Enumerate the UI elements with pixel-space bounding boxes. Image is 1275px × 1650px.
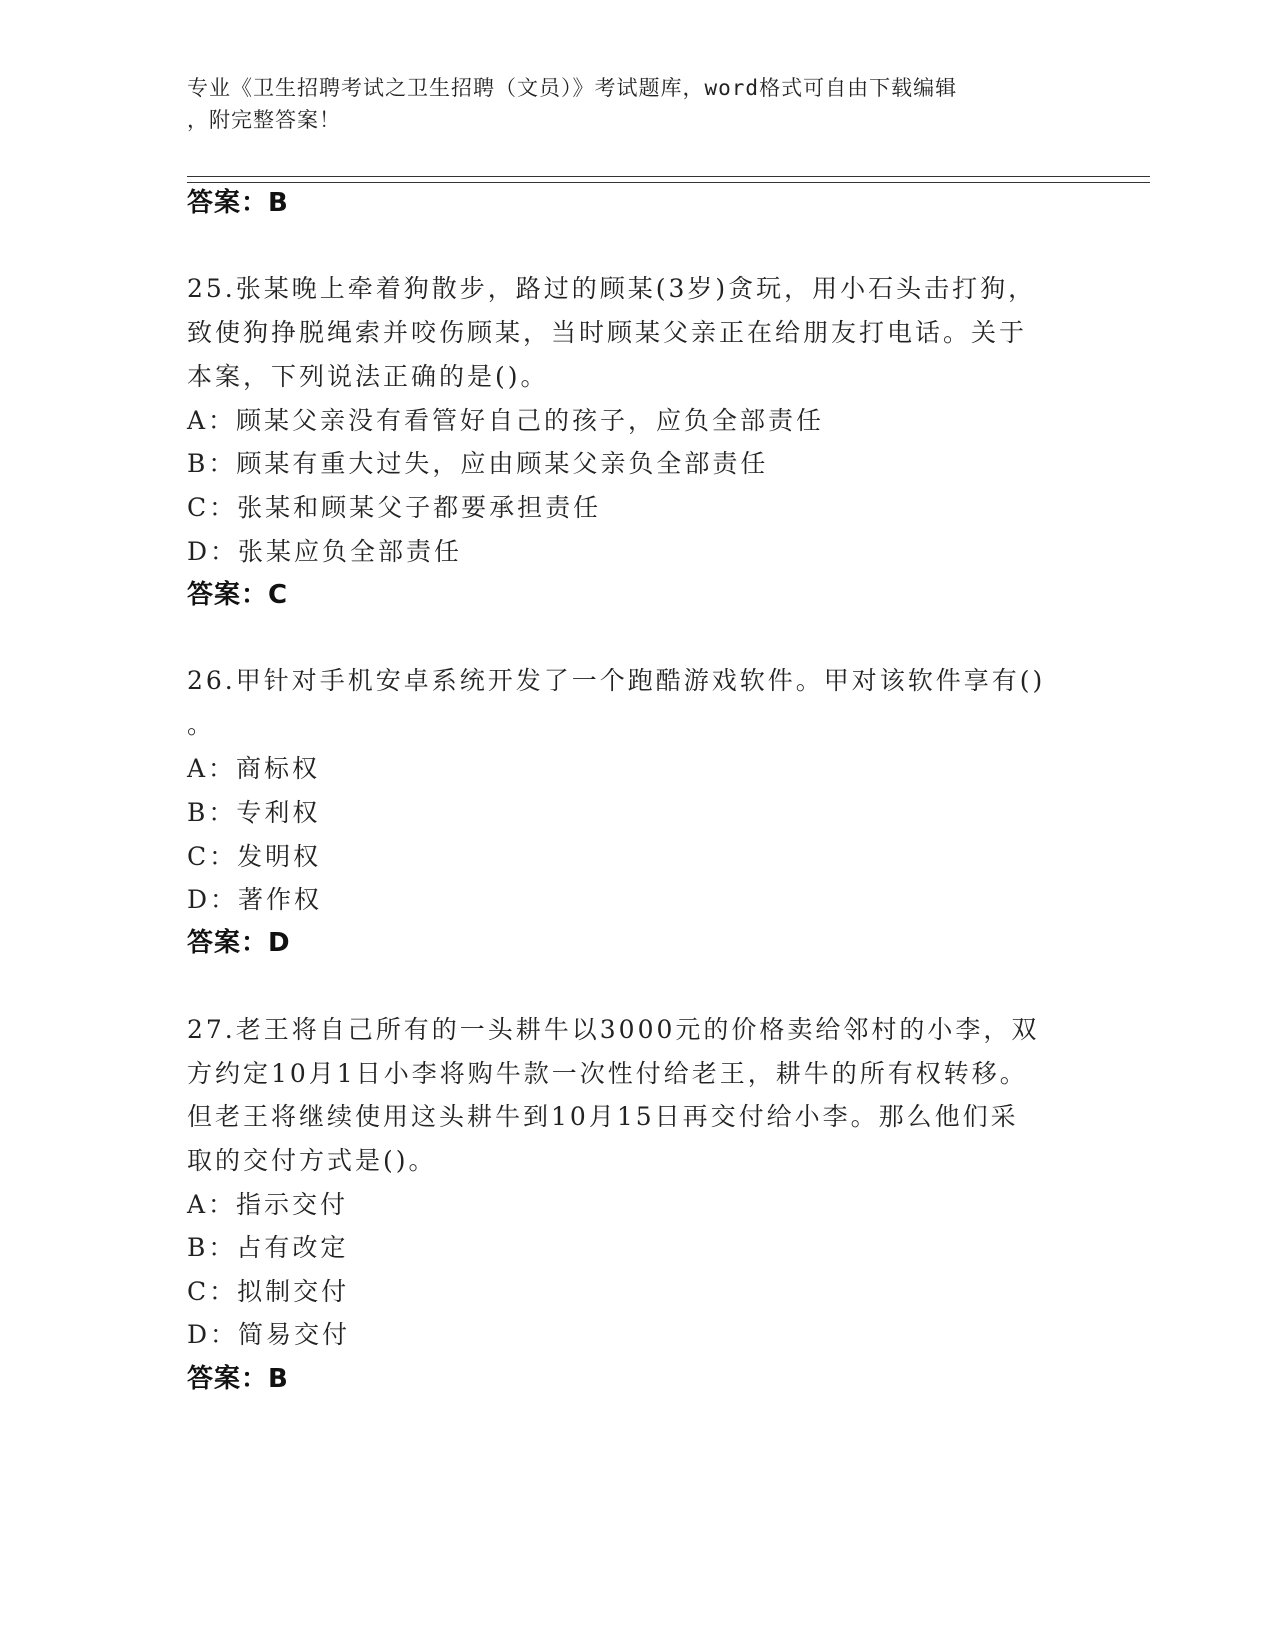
- question-27-option-c: C：拟制交付: [187, 1277, 350, 1306]
- header-divider-top: [187, 176, 1150, 177]
- question-26-line-1: 26.甲针对手机安卓系统开发了一个跑酷游戏软件。甲对该软件享有(): [187, 666, 1046, 695]
- header-line-2: ，附完整答案！: [187, 108, 341, 132]
- question-27-option-d: D：简易交付: [187, 1320, 351, 1349]
- question-25-option-d: D：张某应负全部责任: [187, 537, 463, 566]
- header-line-1: 专业《卫生招聘考试之卫生招聘（文员）》考试题库，word格式可自由下载编辑: [187, 76, 958, 100]
- question-25-line-2: 致使狗挣脱绳索并咬伤顾某，当时顾某父亲正在给朋友打电话。关于: [187, 318, 1028, 347]
- question-26-option-a: A：商标权: [187, 754, 321, 783]
- previous-answer: 答案：B: [187, 188, 289, 218]
- question-25-option-b: B：顾某有重大过失，应由顾某父亲负全部责任: [187, 449, 769, 478]
- question-27-line-3: 但老王将继续使用这头耕牛到10月15日再交付给小李。那么他们采: [187, 1102, 1019, 1131]
- question-27-answer: 答案：B: [187, 1364, 289, 1394]
- question-26-line-2: 。: [187, 710, 216, 739]
- header-divider-bottom: [187, 182, 1150, 183]
- question-26-option-d: D：著作权: [187, 885, 323, 914]
- document-header: [187, 72, 1067, 136]
- question-25-answer: 答案：C: [187, 580, 289, 610]
- question-25-line-1: 25.张某晚上牵着狗散步，路过的顾某(3岁)贪玩，用小石头击打狗，: [187, 274, 1037, 303]
- question-27-option-a: A：指示交付: [187, 1190, 349, 1219]
- question-27-line-2: 方约定10月1日小李将购牛款一次性付给老王，耕牛的所有权转移。: [187, 1059, 1028, 1088]
- question-25-option-c: C：张某和顾某父子都要承担责任: [187, 493, 602, 522]
- question-27-line-4: 取的交付方式是()。: [187, 1146, 437, 1175]
- question-27-option-b: B：占有改定: [187, 1233, 349, 1262]
- question-26-answer: 答案：D: [187, 928, 291, 958]
- question-26-option-b: B：专利权: [187, 798, 321, 827]
- question-26-option-c: C：发明权: [187, 842, 322, 871]
- question-25-option-a: A：顾某父亲没有看管好自己的孩子，应负全部责任: [187, 406, 825, 435]
- question-27-line-1: 27.老王将自己所有的一头耕牛以3000元的价格卖给邻村的小李，双: [187, 1015, 1040, 1044]
- question-25-line-3: 本案，下列说法正确的是()。: [187, 362, 549, 391]
